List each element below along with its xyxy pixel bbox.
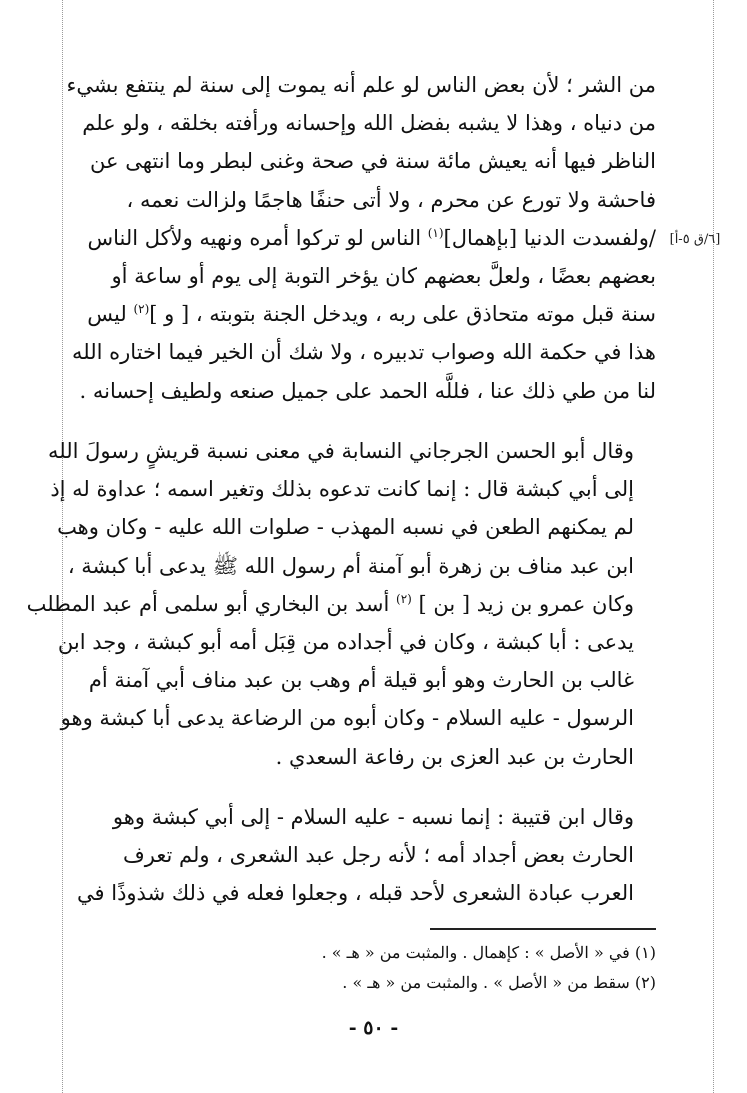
text-line: الرسول - عليه السلام - وكان أبوه من الرضاعة يدعى أبا كبشة وهو [60,706,634,731]
footnote-ref-1: (١) [427,225,444,240]
text-line: فاحشة ولا تورع عن محرم ، ولا أتى حنفًا هاجمًا ولزالت نعمه ، [126,187,656,212]
text-line: يدعى : أبا كبشة ، وكان في أجداده من قِبَل أمه أبو كبشة ، وجد ابن [57,630,634,655]
page-number: - ٥٠ - [348,1017,399,1039]
paragraph-1 [66,66,656,410]
manuscript-folio-marker: [٦/ق ٥-أ] [669,232,721,247]
text-segment: وكان عمرو بن زيد [ بن ] [418,591,634,616]
footnote-ref-2: (٢) [396,591,412,606]
page-edge-right [713,0,714,1093]
paragraph-3 [77,798,656,913]
text-line: العرب عبادة الشعرى لأحد قبله ، وجعلوا فعله في ذلك شذوذًا في [77,881,634,906]
text-line [87,295,656,333]
footnote-separator [430,928,656,930]
text-line: بعضهم بعضًا ، ولعلَّ بعضهم كان يؤخر التوبة إلى يوم أو ساعة أو [111,264,656,289]
text-line: وقال ابن قتيبة : إنما نسبه - عليه السلام - إلى أبي كبشة وهو [112,805,634,829]
text-line [87,219,656,257]
text-line: وقال أبو الحسن الجرجاني النسابة في معنى نسبة قريشٍ رسولَ الله [47,439,634,463]
text-line: إلى أبي كبشة قال : إنما كانت تدعوه بذلك وتغير اسمه ؛ عداوة له إذ [50,477,634,502]
text-line: من دنياه ، وهذا لا يشبه بفضل الله وإحسانه ورأفته بخلقه ، ولو علم [82,111,656,136]
text-line: الناظر فيها أنه يعيش مائة سنة في صحة وغنى لبطر وما انتهى عن [90,149,656,174]
text-line: الحارث بعض أجداد أمه ؛ لأنه رجل عبد الشعرى ، ولم تعرف [122,843,634,868]
text-line [26,585,656,623]
text-segment: /ولفسدت الدنيا [بإهمال] [443,225,656,250]
footnotes [150,938,656,998]
text-line: هذا في حكمة الله وصواب تدبيره ، ولا شك أن الخير فيما اختاره الله [72,340,656,365]
paragraph-2 [26,432,656,776]
text-segment: ليس [87,302,127,327]
text-segment: أسد بن البخاري أبو سلمى أم عبد المطلب [26,591,390,616]
text-line: ابن عبد مناف بن زهرة أبو آمنة أم رسول الله ﷺ يدعى أبا كبشة ، [67,553,634,578]
text-line: من الشر ؛ لأن بعض الناس لو علم أنه يموت إلى سنة لم ينتفع بشيء [66,73,656,97]
footnote-2: (٢) سقط من « الأصل » . والمثبت من « هـ » . [342,973,656,992]
footnote-ref-2: (٢) [133,302,150,317]
text-segment: الناس لو تركوا أمره ونهيه ولأكل الناس [87,225,422,250]
text-segment: سنة قبل موته متحاذق على ربه ، ويدخل الجنة بتوبته ، [ و ] [149,302,656,327]
text-line: لم يمكنهم الطعن في نسبه المهذب - صلوات الله عليه - وكان وهب [57,515,634,540]
text-line: غالب بن الحارث وهو أبو قيلة أم وهب بن عبد مناف أبي آمنة أم [88,668,634,693]
footnote-1: (١) في « الأصل » : كإهمال . والمثبت من « هـ » . [321,943,656,962]
text-line: الحارث بن عبد العزى بن رفاعة السعدي . [275,744,634,769]
text-line: لنا من طي ذلك عنا ، فللَّه الحمد على جميل صنعه ولطيف إحسانه . [79,378,656,403]
